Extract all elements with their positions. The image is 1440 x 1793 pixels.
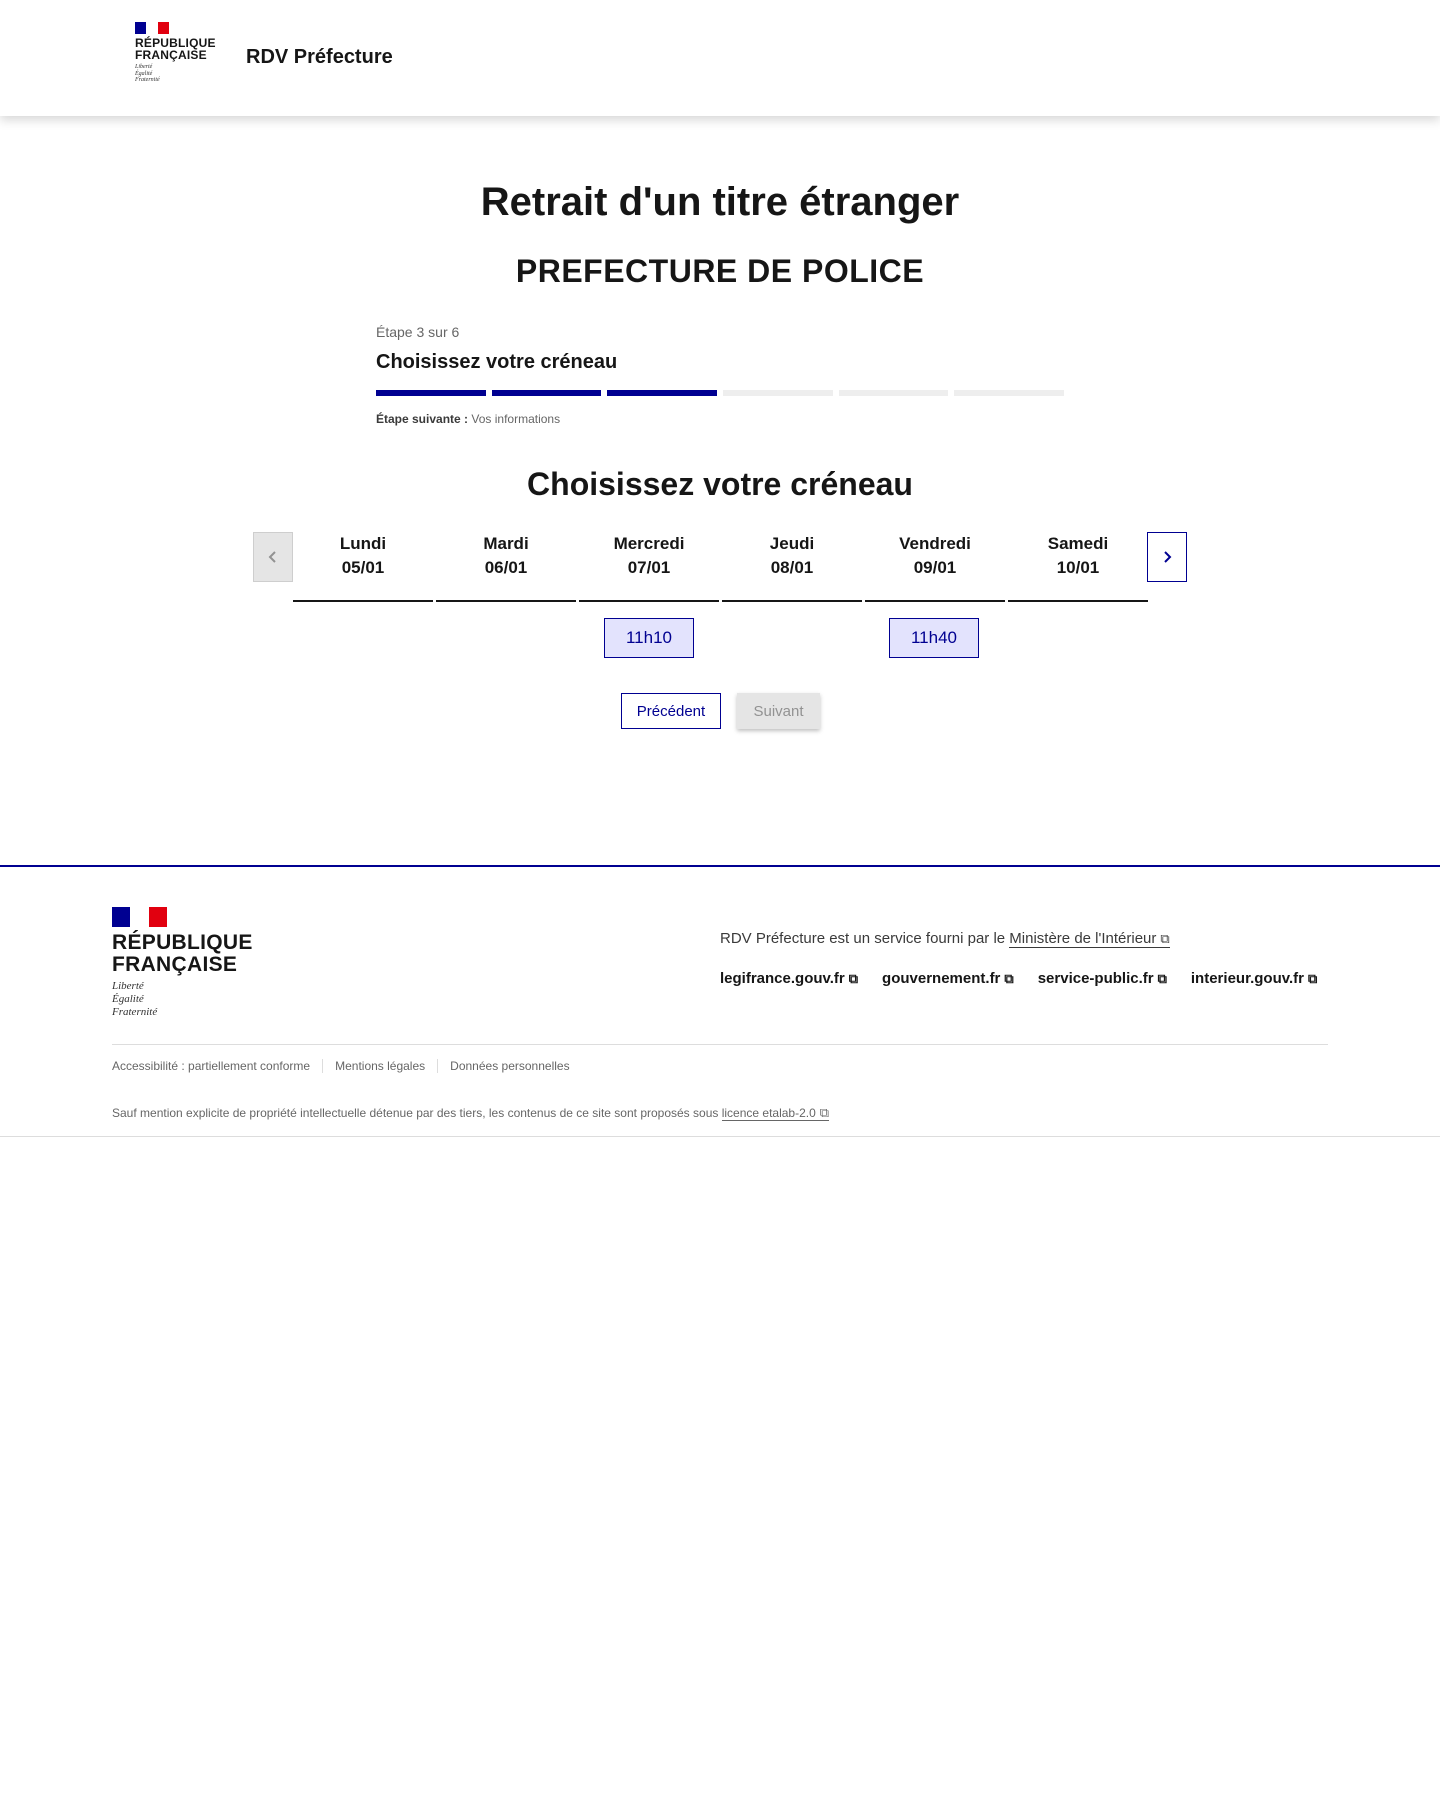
step-segment-pending <box>723 390 833 396</box>
personal-data-link[interactable]: Données personnelles <box>437 1059 581 1073</box>
license-text: Sauf mention explicite de propriété intellectuelle détenue par des tiers, les contenus de ce site sont proposés sous <box>112 1106 719 1120</box>
chevron-right-icon <box>1161 550 1173 564</box>
day-date: 06/01 <box>484 558 528 577</box>
previous-button[interactable]: Précédent <box>621 693 721 729</box>
next-week-button[interactable] <box>1147 532 1187 582</box>
step-title: Choisissez votre créneau <box>376 351 618 373</box>
external-link-icon: ⧉ <box>819 1105 830 1120</box>
step-progress-bar <box>376 390 1064 396</box>
devise-egalite: Égalité <box>135 70 153 77</box>
logo-line-2: FRANÇAISE <box>135 48 207 62</box>
service-public-link[interactable] <box>1038 970 1167 987</box>
link-label: gouvernement.fr <box>882 970 1001 987</box>
day-date: 08/01 <box>770 558 814 577</box>
link-label: legifrance.gouv.fr <box>720 970 845 987</box>
page-title: Retrait d'un titre étranger <box>480 180 960 224</box>
legifrance-link[interactable] <box>720 970 858 987</box>
day-name: Lundi <box>339 534 387 553</box>
day-name: Vendredi <box>899 534 971 553</box>
stepper <box>376 324 1064 426</box>
slot-button[interactable]: 11h40 <box>889 618 979 658</box>
footer-devise <box>112 980 253 1019</box>
legal-notices-link[interactable]: Mentions légales <box>322 1059 437 1073</box>
slot-button[interactable]: 11h10 <box>604 618 694 658</box>
day-column-mardi <box>436 532 576 602</box>
day-name: Mercredi <box>613 534 685 553</box>
external-link-icon: ⧉ <box>848 971 859 986</box>
gouvernement-link[interactable] <box>882 970 1014 987</box>
ministere-interieur-link[interactable] <box>1009 930 1169 948</box>
day-name: Mardi <box>483 534 529 553</box>
logo-line-1: RÉPUBLIQUE <box>135 36 216 50</box>
accessibility-link[interactable]: Accessibilité : partiellement conforme <box>112 1059 311 1073</box>
day-name: Samedi <box>1047 534 1109 553</box>
footer-description-text: RDV Préfecture est un service fourni par le <box>720 930 1006 947</box>
step-next-label: Étape suivante : <box>376 412 469 426</box>
step-segment-complete <box>492 390 602 396</box>
republique-francaise-logo[interactable] <box>135 22 216 84</box>
devise-fraternite: Fraternité <box>135 77 160 83</box>
day-date: 05/01 <box>341 558 385 577</box>
devise <box>135 64 216 84</box>
step-next <box>376 412 1064 426</box>
interieur-gouv-link[interactable] <box>1191 970 1317 987</box>
footer-republique-francaise-logo[interactable] <box>112 907 253 1019</box>
external-link-icon: ⧉ <box>1160 931 1170 946</box>
chevron-left-icon <box>267 550 279 564</box>
marianne-flag-icon <box>135 22 169 34</box>
marianne-flag-icon <box>112 907 167 927</box>
footer-license <box>112 1105 829 1121</box>
footer-logo-text <box>112 932 253 976</box>
footer-bottom-links <box>112 1059 582 1073</box>
link-label: service-public.fr <box>1037 970 1154 987</box>
footer-content-links <box>720 970 1317 987</box>
day-date: 09/01 <box>913 558 957 577</box>
etalab-license-link[interactable] <box>722 1106 829 1121</box>
slot-section-title: Choisissez votre créneau <box>527 466 913 502</box>
step-segment-pending <box>839 390 949 396</box>
prefecture-name: PREFECTURE DE POLICE <box>515 253 925 289</box>
site-footer <box>0 865 1440 1137</box>
step-next-value: Vos informations <box>471 412 561 426</box>
license-link-label: licence etalab-2.0 <box>721 1106 816 1120</box>
site-header <box>0 0 1440 116</box>
next-button[interactable]: Suivant <box>737 693 820 729</box>
service-title[interactable]: RDV Préfecture <box>246 46 393 68</box>
devise-liberte: Liberté <box>112 980 144 992</box>
day-column-mercredi <box>579 532 719 602</box>
step-segment-complete <box>376 390 486 396</box>
step-state: Étape 3 sur 6 <box>376 324 460 340</box>
footer-divider <box>112 1044 1328 1045</box>
logo-text <box>135 37 216 61</box>
day-name: Jeudi <box>769 534 815 553</box>
devise-egalite: Égalité <box>112 993 144 1005</box>
external-link-icon: ⧉ <box>1157 971 1167 986</box>
day-column-vendredi <box>865 532 1005 602</box>
footer-description <box>720 930 1170 947</box>
day-date: 10/01 <box>1056 558 1100 577</box>
external-link-icon: ⧉ <box>1307 971 1318 986</box>
day-column-lundi <box>293 532 433 602</box>
footer-logo-line-2: FRANÇAISE <box>112 953 238 976</box>
day-date: 07/01 <box>627 558 671 577</box>
link-label: interieur.gouv.fr <box>1190 970 1304 987</box>
step-segment-pending <box>954 390 1064 396</box>
devise-fraternite: Fraternité <box>112 1006 158 1018</box>
step-segment-complete <box>607 390 717 396</box>
external-link-icon: ⧉ <box>1004 971 1014 986</box>
day-column-samedi <box>1008 532 1148 602</box>
ministere-link-label: Ministère de l'Intérieur <box>1009 930 1157 947</box>
day-column-jeudi <box>722 532 862 602</box>
footer-logo-line-1: RÉPUBLIQUE <box>112 931 253 954</box>
devise-liberte: Liberté <box>135 64 153 70</box>
previous-week-button[interactable] <box>253 532 293 582</box>
